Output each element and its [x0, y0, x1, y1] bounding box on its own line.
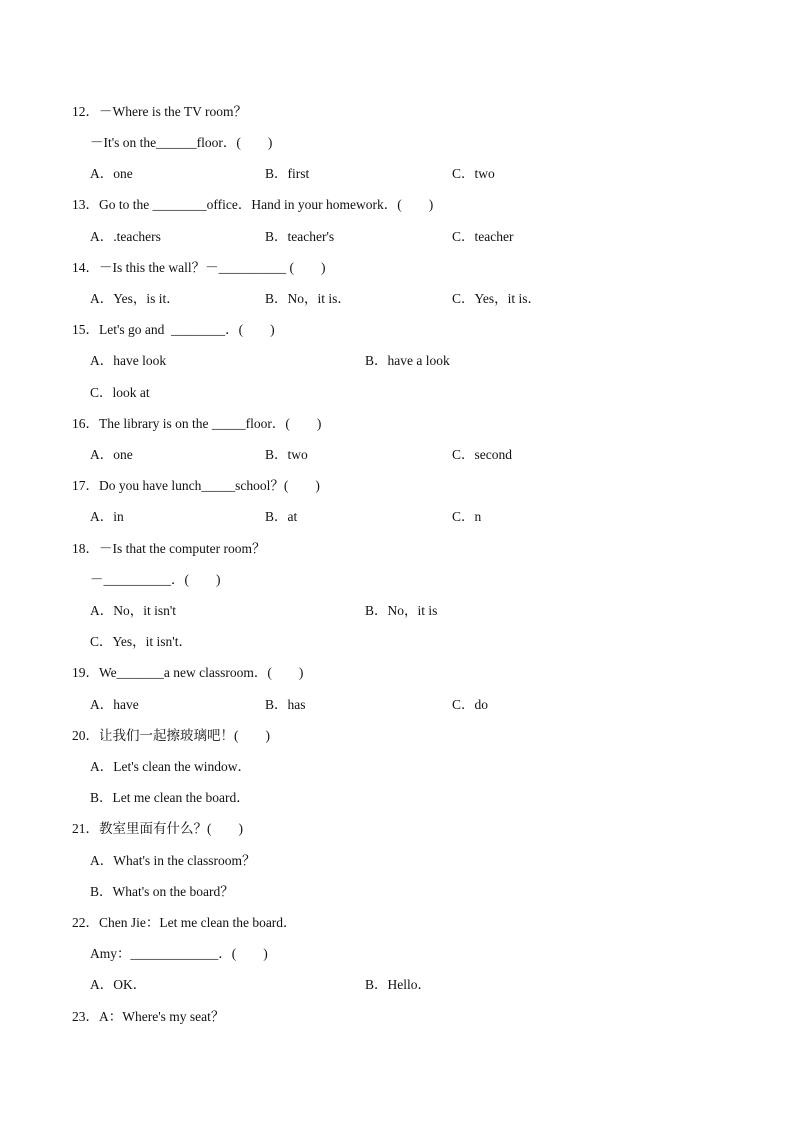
question-13-option-a[interactable]: A．.teachers: [90, 229, 161, 244]
question-21-option-a[interactable]: A．What's in the classroom？: [90, 853, 256, 868]
question-22-option-a[interactable]: A．OK．: [90, 977, 147, 992]
question-15-stem: 15．Let's go and ________．( ): [72, 322, 275, 337]
question-16-option-c[interactable]: C．second: [452, 447, 512, 462]
question-12-option-c[interactable]: C．two: [452, 166, 495, 181]
question-13-option-b[interactable]: B．teacher's: [265, 229, 335, 244]
question-14-option-b[interactable]: B．No，it is．: [265, 291, 351, 306]
question-20-stem: 20．让我们一起擦玻璃吧！( ): [72, 728, 270, 743]
question-18-option-a[interactable]: A．No，it isn't: [90, 603, 177, 618]
question-17-stem: 17．Do you have lunch_____school？( ): [72, 478, 320, 493]
question-19-stem: 19．We_______a new classroom．( ): [72, 665, 304, 680]
question-18-answer-line: －__________．( ): [90, 572, 221, 587]
question-17-option-c[interactable]: C．n: [452, 509, 482, 524]
question-16-option-a[interactable]: A．one: [90, 447, 133, 462]
question-14-option-c[interactable]: C．Yes，it is．: [452, 291, 542, 306]
question-14-option-a[interactable]: A．Yes，is it．: [90, 291, 180, 306]
question-19-option-c[interactable]: C．do: [452, 697, 489, 712]
question-12-stem: 12．－Where is the TV room？: [72, 104, 247, 119]
question-20-option-b[interactable]: B．Let me clean the board．: [90, 790, 250, 805]
question-22-stem: 22．Chen Jie：Let me clean the board．: [72, 915, 297, 930]
question-17-option-b[interactable]: B．at: [265, 509, 298, 524]
question-12-answer-line: －It's on the______floor．( ): [90, 135, 273, 150]
question-12-option-a[interactable]: A．one: [90, 166, 133, 181]
question-18-stem: 18．－Is that the computer room？: [72, 541, 266, 556]
question-15-option-a[interactable]: A．have look: [90, 353, 167, 368]
question-12-option-b[interactable]: B．first: [265, 166, 310, 181]
question-23-stem: 23．A：Where's my seat？: [72, 1009, 225, 1024]
question-21-option-b[interactable]: B．What's on the board？: [90, 884, 234, 899]
question-22-answer-line: Amy：_____________．( ): [90, 946, 268, 961]
question-17-option-a[interactable]: A．in: [90, 509, 124, 524]
question-19-option-a[interactable]: A．have: [90, 697, 139, 712]
question-15-option-c[interactable]: C．look at: [90, 385, 150, 400]
question-16-option-b[interactable]: B．two: [265, 447, 308, 462]
question-18-option-c[interactable]: C．Yes，it isn't．: [90, 634, 192, 649]
question-13-option-c[interactable]: C．teacher: [452, 229, 514, 244]
question-15-option-b[interactable]: B．have a look: [365, 353, 450, 368]
question-19-option-b[interactable]: B．has: [265, 697, 306, 712]
question-14-stem: 14．－Is this the wall？－__________ ( ): [72, 260, 326, 275]
question-22-option-b[interactable]: B．Hello．: [365, 977, 431, 992]
question-16-stem: 16．The library is on the _____floor．( ): [72, 416, 322, 431]
question-20-option-a[interactable]: A．Let's clean the window．: [90, 759, 252, 774]
question-13-stem: 13．Go to the ________office．Hand in your homework．( ): [72, 197, 434, 212]
question-21-stem: 21．教室里面有什么？( ): [72, 821, 243, 836]
question-18-option-b[interactable]: B．No，it is: [365, 603, 438, 618]
